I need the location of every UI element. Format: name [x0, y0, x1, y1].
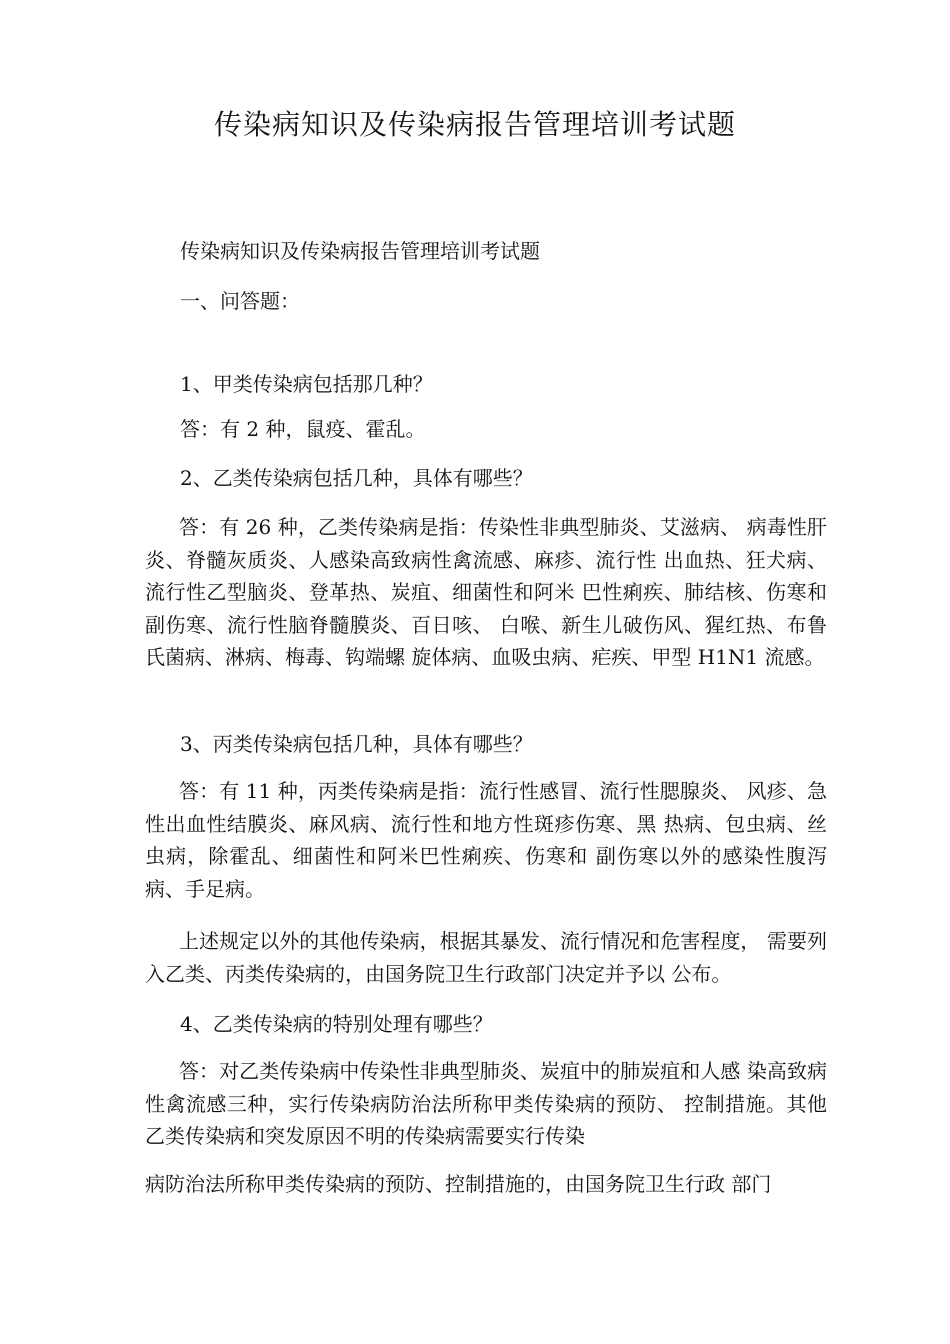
- question-4: 4、乙类传染病的特别处理有哪些？: [180, 1012, 493, 1036]
- document-title: 传染病知识及传染病报告管理培训考试题: [213, 108, 736, 141]
- question-3: 3、丙类传染病包括几种，具体有哪些？: [180, 732, 533, 756]
- answer-3: 答：有 11 种，丙类传染病是指：流行性感冒、流行性腮腺炎、 风疹、急性出血性结膜炎、麻风病、流行性和地方性斑疹伤寒、黑 热病、包虫病、丝虫病，除霍乱、细菌性和阿米巴性痢疾、伤寒和 副伤寒以外的感染性腹泻病、手足病。: [145, 779, 827, 901]
- section-heading: 一、问答题：: [180, 289, 300, 313]
- other-diseases-paragraph: 上述规定以外的其他传染病，根据其暴发、流行情况和危害程度， 需要列入乙类、丙类传染病的，由国务院卫生行政部门决定并予以 公布。: [145, 929, 827, 986]
- question-1: 1、甲类传染病包括那几种？: [180, 372, 433, 396]
- answer-1: 答：有 2 种，鼠疫、霍乱。: [180, 417, 426, 441]
- question-2: 2、乙类传染病包括几种，具体有哪些？: [180, 466, 533, 490]
- document-subtitle: 传染病知识及传染病报告管理培训考试题: [180, 239, 540, 263]
- answer-2: 答：有 26 种，乙类传染病是指：传染性非典型肺炎、艾滋病、 病毒性肝炎、脊髓灰质炎、人感染高致病性禽流感、麻疹、流行性 出血热、狂犬病、流行性乙型脑炎、登革热、炭疽、细菌性和阿米 巴性痢疾、肺结核、伤寒和副伤寒、流行性脑脊髓膜炎、百日咳、 白喉、新生儿破伤风、猩红热、布鲁氏菌病、淋病、梅毒、钩端螺 旋体病、血吸虫病、疟疾、甲型 H1N1 流感。: [145, 515, 827, 669]
- answer-4: 答：对乙类传染病中传染性非典型肺炎、炭疽中的肺炭疽和人感 染高致病性禽流感三种，实行传染病防治法所称甲类传染病的预防、 控制措施。其他乙类传染病和突发原因不明的传染病需要实行传染: [145, 1059, 827, 1148]
- answer-4-continuation: 病防治法所称甲类传染病的预防、控制措施的，由国务院卫生行政 部门: [145, 1172, 772, 1196]
